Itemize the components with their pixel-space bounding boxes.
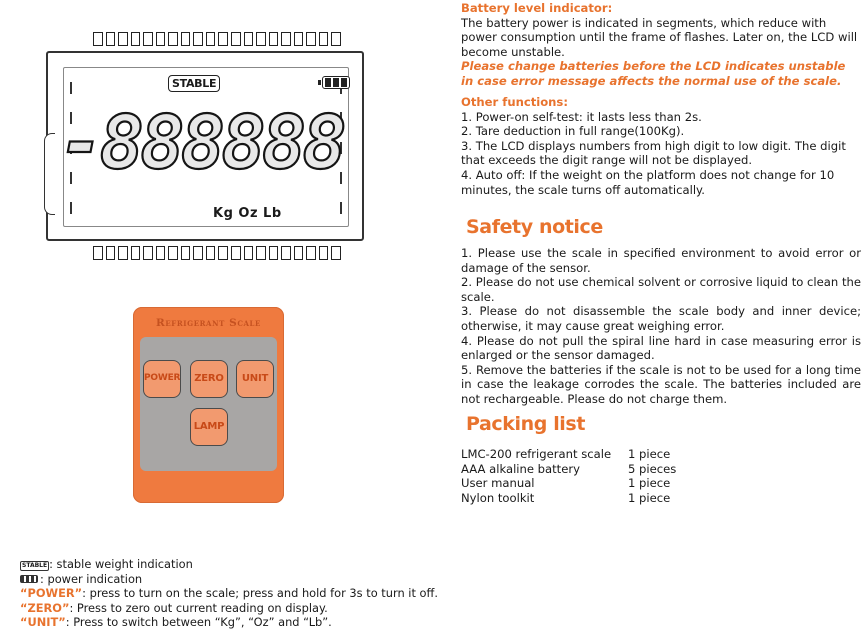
packing-list: [461, 447, 701, 505]
other-item-3: 3. The LCD displays numbers from high digit to low digit. The digit that exceeds the digit range will not be displayed.: [461, 138, 846, 168]
other-item-2: 2. Tare deduction in full range(100Kg).: [461, 124, 685, 139]
legend-unit-key: [20, 615, 332, 630]
lcd-side-tab: [44, 133, 55, 215]
safety-item-3: 3. Please do not disassemble the scale body and inner device; otherwise, it may cause great weighing error.: [461, 304, 861, 333]
safety-item-4: 4. Please do not pull the spiral line hard in case measuring error is enlarged or the sensor damaged.: [461, 333, 861, 363]
power-key-desc: : press to turn on the scale; press and hold for 3s to turn it off.: [82, 586, 438, 600]
packing-row: [461, 447, 701, 462]
other-heading: Other functions:: [461, 95, 568, 109]
legend-stable-text: : stable weight indication: [49, 557, 193, 571]
lcd-display-illustration: [41, 32, 371, 264]
packing-heading: Packing list: [466, 413, 586, 435]
packing-qty: 1 piece: [628, 476, 671, 491]
battery-warning: Please change batteries before the LCD indicates unstable in case error message affects the normal use of the scale.: [461, 59, 846, 88]
lcd-top-pins: [93, 32, 341, 46]
packing-item: LMC-200 refrigerant scale: [461, 447, 612, 461]
battery-body: The battery power is indicated in segments, which reduce with power consumption until the frame of flashes. Later on, the LCD will become unstable.: [461, 15, 858, 59]
legend-power-indicator-text: : power indication: [40, 571, 143, 586]
packing-item: User manual: [461, 476, 535, 491]
packing-qty: 1 piece: [628, 490, 671, 505]
packing-item: Nylon toolkit: [461, 490, 535, 505]
other-item-4: 4. Auto off: If the weight on the platform does not change for 10 minutes, the scale turns off automatically.: [461, 167, 835, 197]
unit-key-label: “UNIT”: [20, 615, 66, 629]
packing-item: AAA alkaline battery: [461, 461, 580, 476]
safety-section: [461, 246, 861, 407]
legend-power-key: [20, 586, 438, 601]
other-functions-section: [461, 95, 861, 197]
safety-item-5: 5. Remove the batteries if the scale is not to be used for a long time in case the leakage corrodes the scale. The batteries included are not rechargeable. Please do not charge them.: [461, 362, 861, 406]
lamp-button[interactable]: LAMP: [190, 408, 228, 446]
unit-key-desc: : Press to switch between “Kg”, “Oz” and “Lb”.: [65, 615, 332, 629]
packing-qty: 1 piece: [628, 447, 671, 461]
battery-section: [461, 1, 861, 89]
legend-stable: [20, 557, 193, 572]
lcd-units: Kg Oz Lb: [213, 206, 282, 221]
lcd-bottom-pins: [93, 246, 341, 260]
unit-button[interactable]: UNIT: [236, 360, 274, 398]
zero-button[interactable]: ZERO: [190, 360, 228, 398]
legend-zero-key: [20, 601, 328, 616]
zero-key-desc: : Press to zero out current reading on display.: [69, 600, 328, 615]
packing-row: [461, 476, 701, 491]
battery-heading: Battery level indicator:: [461, 1, 613, 15]
packing-qty: 5 pieces: [628, 461, 677, 476]
lcd-digits: -888888: [59, 100, 343, 186]
packing-row: [461, 491, 701, 506]
power-button[interactable]: POWER: [143, 360, 181, 398]
safety-item-2: 2. Please do not use chemical solvent or corrosive liquid to clean the scale.: [461, 275, 861, 304]
packing-row: [461, 462, 701, 477]
legend-power-indicator: [20, 572, 142, 587]
power-key-label: “POWER”: [20, 586, 83, 600]
stable-icon: STABLE: [22, 562, 48, 569]
zero-key-label: “ZERO”: [20, 600, 70, 615]
stable-indicator: STABLE: [168, 75, 220, 92]
safety-item-1: 1. Please use the scale in specified environment to avoid error or damage of the sensor.: [461, 246, 861, 275]
other-item-1: 1. Power-on self-test: it lasts less than 2s.: [461, 109, 702, 124]
keypad-panel: [140, 337, 277, 471]
keypad-title: Refrigerant Scale: [156, 317, 261, 329]
battery-icon: [322, 76, 350, 89]
battery-mini-icon: [20, 575, 38, 583]
safety-heading: Safety notice: [466, 216, 603, 238]
keypad-illustration: [133, 307, 284, 503]
